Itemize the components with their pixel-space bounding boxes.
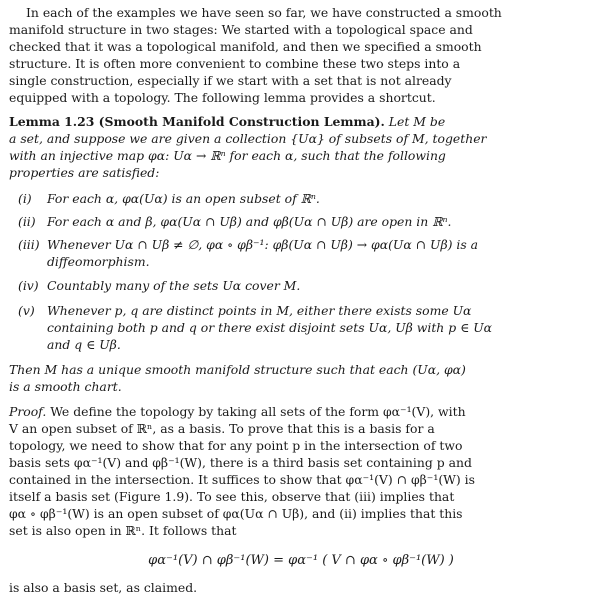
proof-line: topology, we need to show that for any point p in the intersection of two [9, 438, 463, 453]
item-number: (v) [18, 303, 35, 318]
item-number: (iii) [18, 237, 40, 252]
proof-closing-line: is also a basis set, as claimed. [9, 580, 198, 595]
proof-label: Proof. [9, 404, 47, 419]
intro-line: equipped with a topology. The following lemma provides a shortcut. [9, 90, 436, 105]
intro-line: single construction, especially if we start with a set that is not already [9, 73, 452, 88]
item-number: (i) [18, 191, 32, 206]
display-equation: φα⁻¹(V) ∩ φβ⁻¹(W) = φα⁻¹ ( V ∩ φα ∘ φβ⁻¹(W) ) [148, 553, 454, 568]
intro-line: structure. It is often more convenient to combine these two steps into a [9, 56, 461, 71]
proof-line: V an open subset of ℝⁿ, as a basis. To prove that this is a basis for a [9, 421, 435, 436]
proof-line: itself a basis set (Figure 1.9). To see this, observe that (iii) implies that [9, 489, 455, 504]
lemma-heading-line [9, 114, 445, 130]
item-text: and q ∈ Uβ. [47, 337, 121, 352]
item-text: For each α and β, φα(Uα ∩ Uβ) and φβ(Uα ∩ Uβ) are open in ℝⁿ. [47, 214, 452, 229]
lemma-line: properties are satisfied: [9, 165, 160, 180]
item-text: Whenever Uα ∩ Uβ ≠ ∅, φα ∘ φβ⁻¹: φβ(Uα ∩ Uβ) → φα(Uα ∩ Uβ) is a [47, 237, 479, 252]
item-number: (ii) [18, 214, 36, 229]
proof-first-line [9, 404, 466, 420]
proof-text: We define the topology by taking all sets of the form φα⁻¹(V), with [46, 404, 466, 419]
proof-line: basis sets φα⁻¹(V) and φβ⁻¹(W), there is a third basis set containing p and [9, 455, 472, 470]
lemma-line: with an injective map φα: Uα → ℝⁿ for each α, such that the following [9, 148, 446, 163]
conclusion-line: Then M has a unique smooth manifold structure such that each (Uα, φα) [9, 362, 466, 377]
item-text: For each α, φα(Uα) is an open subset of ℝⁿ. [47, 191, 320, 206]
lemma-text: Let M be [384, 114, 446, 129]
proof-line: set is also open in ℝⁿ. It follows that [9, 523, 237, 538]
intro-line: checked that it was a topological manifold, and then we specified a smooth [9, 39, 482, 54]
proof-line: φα ∘ φβ⁻¹(W) is an open subset of φα(Uα ∩ Uβ), and (ii) implies that this [9, 506, 463, 521]
item-text: diffeomorphism. [47, 254, 150, 269]
conclusion-line: is a smooth chart. [9, 379, 122, 394]
intro-line: manifold structure in two stages: We started with a topological space and [9, 22, 473, 37]
lemma-line: a set, and suppose we are given a collection {Uα} of subsets of M, together [9, 131, 487, 146]
lemma-title: Lemma 1.23 (Smooth Manifold Construction Lemma). [9, 114, 385, 129]
proof-line: contained in the intersection. It suffices to show that φα⁻¹(V) ∩ φβ⁻¹(W) is [9, 472, 475, 487]
item-text: containing both p and q or there exist disjoint sets Uα, Uβ with p ∈ Uα [47, 320, 493, 335]
item-text: Countably many of the sets Uα cover M. [47, 278, 301, 293]
item-number: (iv) [18, 278, 39, 293]
item-text: Whenever p, q are distinct points in M, either there exists some Uα [47, 303, 472, 318]
intro-line: In each of the examples we have seen so far, we have constructed a smooth [26, 5, 502, 20]
